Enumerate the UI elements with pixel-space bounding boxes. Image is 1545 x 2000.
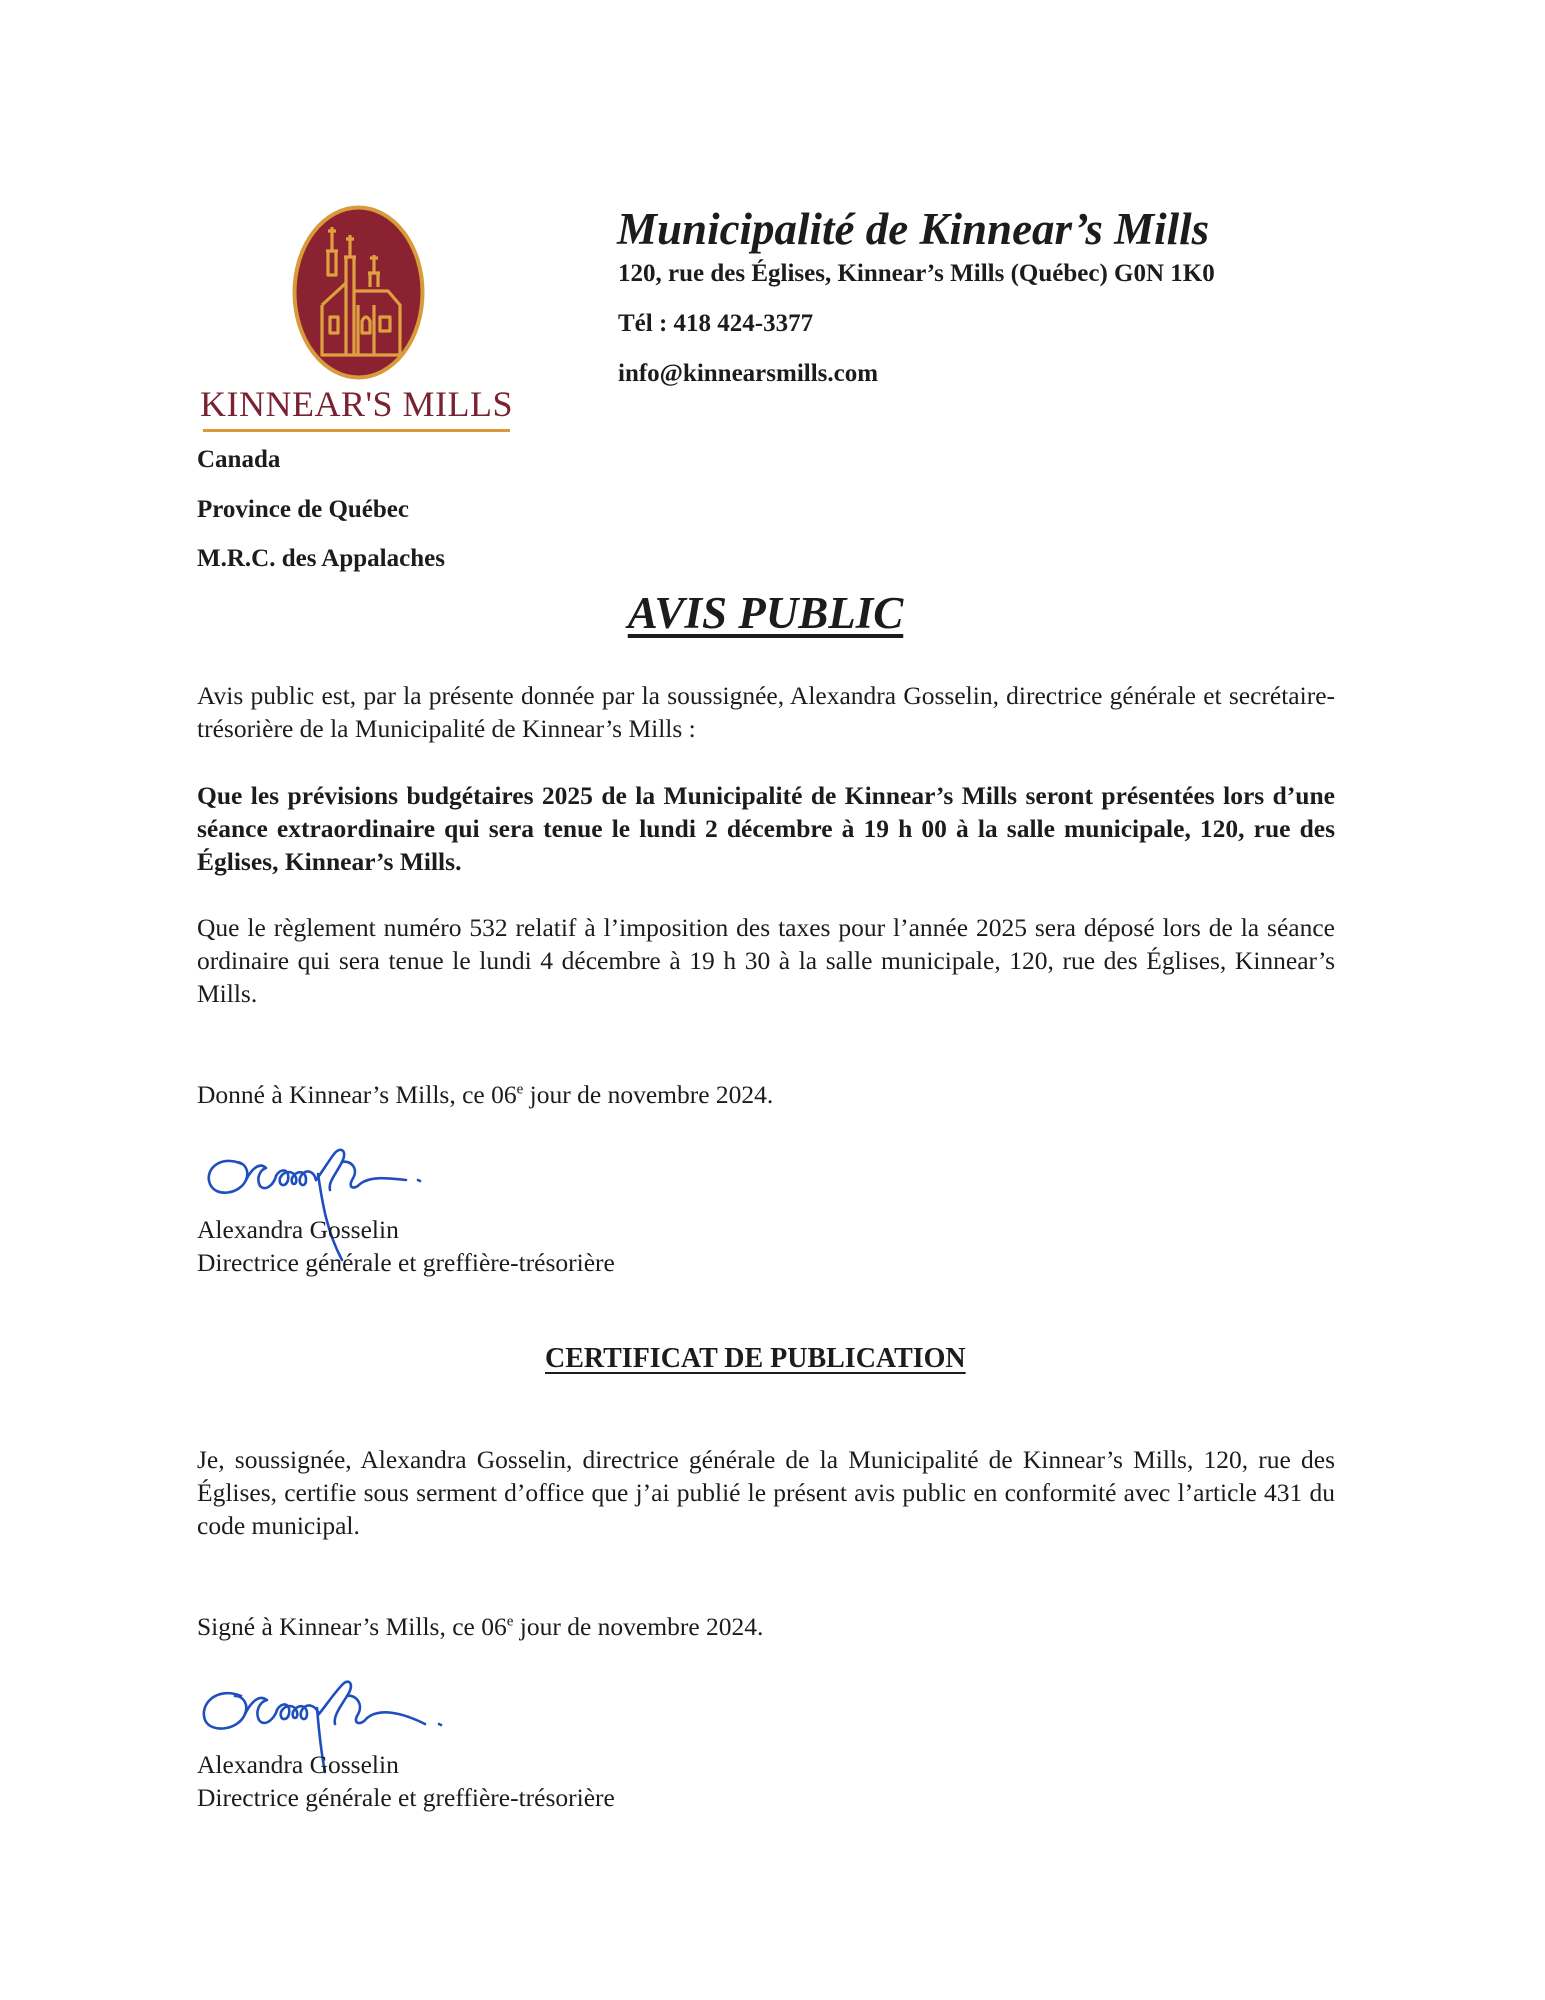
logo-emblem	[292, 205, 425, 380]
signer-role: Directrice générale et greffière-trésorière	[197, 1248, 615, 1277]
notice-intro-paragraph: Avis public est, par la présente donnée par la soussignée, Alexandra Gosselin, directrice générale et secrétaire-trésorière de la Municipalité de Kinnear’s Mills :	[197, 681, 1335, 743]
location-mrc: M.R.C. des Appalaches	[197, 545, 445, 572]
location-province: Province de Québec	[197, 496, 409, 523]
municipality-email: info@kinnearsmills.com	[618, 360, 879, 387]
certificate-signer-name: Alexandra Gosselin	[197, 1750, 399, 1779]
notice-date-line: Donné à Kinnear’s Mills, ce 06e jour de novembre 2024.	[197, 1080, 774, 1109]
municipality-logo	[195, 205, 525, 445]
logo-wordmark: KINNEAR'S MILLS	[200, 384, 513, 424]
municipality-name: Municipalité de Kinnear’s Mills	[617, 204, 1210, 254]
signer-name: Alexandra Gosselin	[197, 1215, 399, 1244]
budget-paragraph: Que les prévisions budgétaires 2025 de la Municipalité de Kinnear’s Mills seront présentées lors d’une séance extraordinaire qui sera tenue le lundi 2 décembre à 19 h 00 à la salle municipale, 120, rue des Églises, Kinnear’s Mills.	[197, 781, 1335, 876]
certificate-title: CERTIFICAT DE PUBLICATION	[545, 1343, 966, 1374]
reglement-paragraph: Que le règlement numéro 532 relatif à l’imposition des taxes pour l’année 2025 sera déposé lors de la séance ordinaire qui sera tenue le lundi 4 décembre à 19 h 30 à la salle municipale, 120, rue des Églises, Kinnear’s Mills.	[197, 913, 1335, 1008]
certificate-signer-role: Directrice générale et greffière-trésorière	[197, 1783, 615, 1812]
certificate-date-line: Signé à Kinnear’s Mills, ce 06e jour de novembre 2024.	[197, 1612, 764, 1641]
notice-title: AVIS PUBLIC	[627, 588, 904, 638]
location-country: Canada	[197, 446, 281, 473]
municipality-address: 120, rue des Églises, Kinnear’s Mills (Québec) G0N 1K0	[618, 260, 1215, 287]
municipality-phone: Tél : 418 424-3377	[618, 310, 814, 337]
logo-underline	[203, 429, 510, 432]
certificate-paragraph: Je, soussignée, Alexandra Gosselin, directrice générale de la Municipalité de Kinnear’s Mills, 120, rue des Églises, certifie sous serment d’office que j’ai publié le présent avis public en conformité avec l’article 431 du code municipal.	[197, 1445, 1335, 1540]
